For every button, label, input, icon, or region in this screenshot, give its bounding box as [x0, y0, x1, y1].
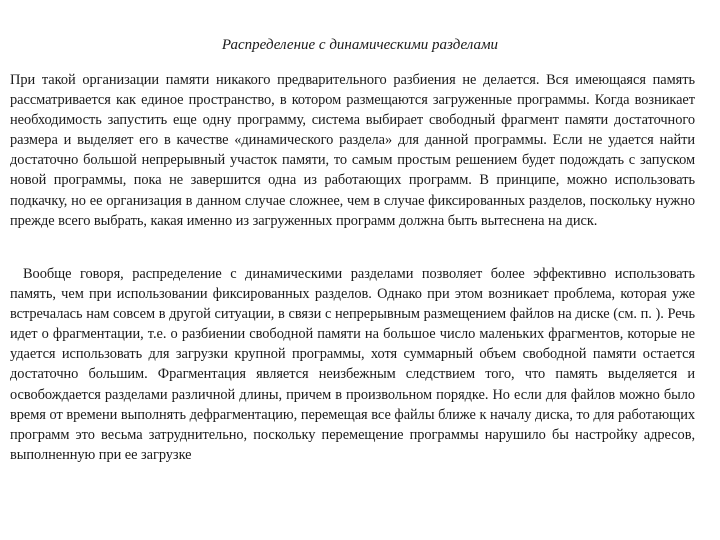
page-title: Распределение с динамическими разделами [221, 37, 499, 53]
paragraph-2: Вообще говоря, распределение с динамическими разделами позволяет более эффективно использовать память, чем при использовании фиксированных разделов. Однако при этом возникает проблема, которая уже встречалась нам совсем в другой ситуации, в связи с непрерывным размещением файлов на диске (см. п. ). Речь идет о фрагментации, т.е. о разбиении свободной памяти на большое число маленьких фрагментов, которые не удается использовать для загрузки крупной программы, хотя суммарный объем свободной памяти остается достаточно большим. Фрагментация является неизбежным следствием того, что память выделяется и освобождается разделами различной длины, причем в произвольном порядке. Но если для файлов можно было время от времени выполнять дефрагментацию, перемещая все файлы ближе к началу диска, то для работающих программ это весьма затруднительно, поскольку перемещение программы нарушило бы настройку адресов, выполненную при ее загрузке [10, 266, 695, 463]
paragraph-1: При такой организации памяти никакого предварительного разбиения не делается. Вся имеющаяся память рассматривается как единое пространство, в котором размещаются загруженные программы. Когда возникает необходимость запустить еще одну программу, система выбирает свободный фрагмент памяти достаточного размера и выделяет его в качестве «динамического раздела» для данной программы. Если не удается найти достаточно большой непрерывный участок памяти, то самым простым решением будет подождать с запуском новой программы, пока не завершится одна из работающих программ. В принципе, можно использовать подкачку, но ее организация в данном случае сложнее, чем в случае фиксированных разделов, поскольку нужно прежде всего выбрать, какая именно из загруженных программ должна быть вытеснена на диск. [10, 72, 695, 229]
